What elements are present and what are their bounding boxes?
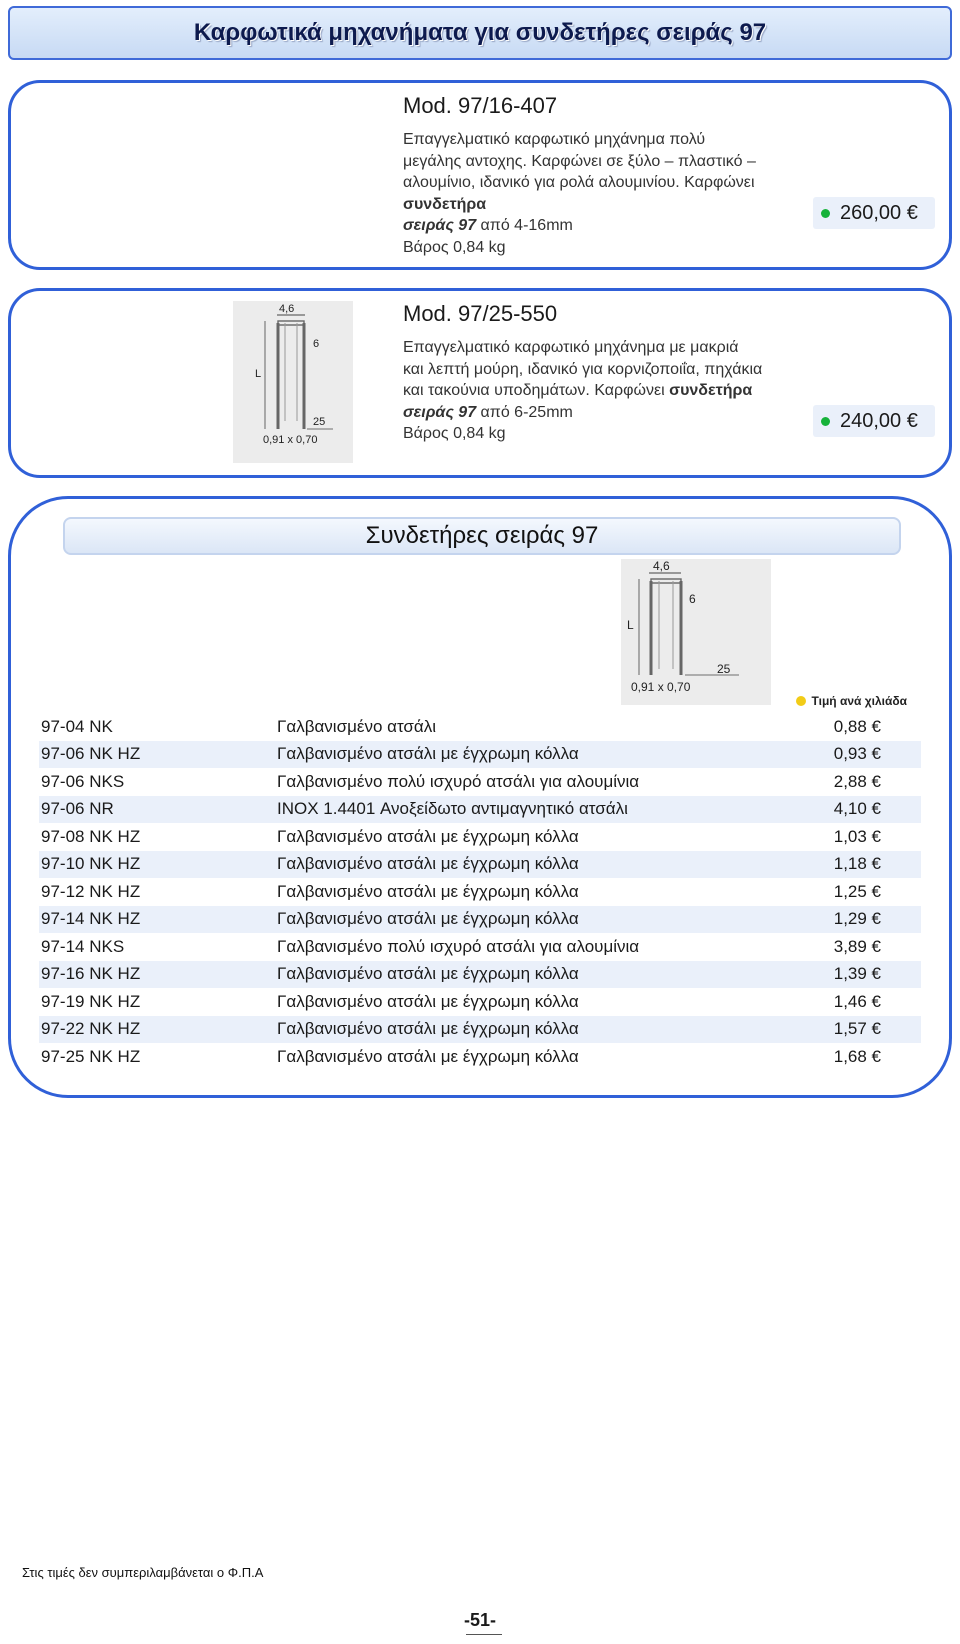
vat-note: Στις τιμές δεν συμπεριλαμβάνεται ο Φ.Π.Α xyxy=(22,1565,264,1580)
staple-description: Γαλβανισμένο ατσάλι με έγχρωμη κόλλα xyxy=(277,744,579,764)
staple-price: 1,18 € xyxy=(833,854,881,874)
table-row xyxy=(39,1016,921,1044)
table-row xyxy=(39,851,921,879)
section-title: Συνδετήρες σειράς 97 xyxy=(63,517,901,555)
page-number: -51- xyxy=(463,1610,496,1630)
staple-description: Γαλβανισμένο ατσάλι με έγχρωμη κόλλα xyxy=(277,991,579,1011)
staple-price: 1,68 € xyxy=(833,1046,881,1066)
staple-code: 97-14 NK HZ xyxy=(41,909,141,929)
staple-code: 97-06 NK HZ xyxy=(41,744,141,764)
staple-code: 97-19 NK HZ xyxy=(41,991,141,1011)
diagram-top-dim: 4,6 xyxy=(279,303,295,315)
staple-description: Γαλβανισμένο ατσάλι με έγχρωμη κόλλα xyxy=(277,854,579,874)
table-row xyxy=(39,988,921,1016)
staple-description: Γαλβανισμένο ατσάλι με έγχρωμη κόλλα xyxy=(277,909,579,929)
diagram-length-label: L xyxy=(627,618,634,632)
product-card-97-16-407 xyxy=(8,80,952,270)
staple-price: 0,93 € xyxy=(833,744,881,764)
staple-description: Γαλβανισμένο ατσάλι με έγχρωμη κόλλα xyxy=(277,1019,579,1039)
product-model: Mod. 97/25-550 xyxy=(403,301,558,326)
staple-price: 1,03 € xyxy=(833,826,881,846)
staple-price: 1,25 € xyxy=(833,881,881,901)
diagram-side-dim: 6 xyxy=(689,592,696,606)
staple-price: 1,39 € xyxy=(833,964,881,984)
staples-table xyxy=(39,713,921,1071)
staple-description: Γαλβανισμένο ατσάλι xyxy=(277,716,437,736)
staple-description: Γαλβανισμένο ατσάλι με έγχρωμη κόλλα xyxy=(277,1046,579,1066)
staple-code: 97-10 NK HZ xyxy=(41,854,141,874)
staple-code: 97-25 NK HZ xyxy=(41,1046,141,1066)
diagram-wire-dim: 0,91 x 0,70 xyxy=(263,434,318,446)
staple-code: 97-08 NK HZ xyxy=(41,826,141,846)
staple-code: 97-04 NK xyxy=(41,716,113,736)
table-row xyxy=(39,713,921,741)
page-title: Καρφωτικά μηχανήματα για συνδετήρες σειράς 97 xyxy=(193,19,767,46)
diagram-bottom-dim: 25 xyxy=(717,662,731,676)
page-banner xyxy=(8,6,952,60)
product-price: 260,00 € xyxy=(813,197,935,229)
staple-price: 1,57 € xyxy=(833,1019,881,1039)
staple-price: 4,10 € xyxy=(833,799,881,819)
staple-price: 1,29 € xyxy=(833,909,881,929)
staple-description: INOX 1.4401 Ανοξείδωτο αντιμαγνητικό ατσάλι xyxy=(277,799,628,819)
staple-code: 97-06 NKS xyxy=(41,771,125,791)
product-description: Επαγγελματικό καρφωτικό μηχάνημα με μακριά και λεπτή μούρη, ιδανικό για κορνιζοποιΐα, πηχάκια και τακούνια υποδημάτων. Καρφώνει συνδετήρα σειράς 97 από 6-25mm Βάρος 0,84 kg xyxy=(403,339,763,442)
staple-description: Γαλβανισμένο ατσάλι με έγχρωμη κόλλα xyxy=(277,826,579,846)
staple-diagram xyxy=(621,559,771,705)
price-bullet-icon xyxy=(821,417,830,426)
table-row xyxy=(39,878,921,906)
legend-dot-icon xyxy=(796,696,806,706)
staple-diagram xyxy=(233,301,353,463)
diagram-wire-dim: 0,91 x 0,70 xyxy=(631,680,691,694)
staple-description: Γαλβανισμένο ατσάλι με έγχρωμη κόλλα xyxy=(277,881,579,901)
table-row xyxy=(39,768,921,796)
price-legend: Τιμή ανά χιλιάδα xyxy=(796,694,908,708)
diagram-length-label: L xyxy=(255,368,262,380)
staple-code: 97-22 NK HZ xyxy=(41,1019,141,1039)
table-row xyxy=(39,741,921,769)
staple-price: 2,88 € xyxy=(833,771,881,791)
table-row xyxy=(39,906,921,934)
staple-price: 3,89 € xyxy=(833,936,881,956)
table-row xyxy=(39,796,921,824)
price-bullet-icon xyxy=(821,209,830,218)
table-row xyxy=(39,823,921,851)
staple-description: Γαλβανισμένο πολύ ισχυρό ατσάλι για αλουμίνια xyxy=(277,771,640,791)
staple-code: 97-16 NK HZ xyxy=(41,964,141,984)
staple-description: Γαλβανισμένο ατσάλι με έγχρωμη κόλλα xyxy=(277,964,579,984)
staple-description: Γαλβανισμένο πολύ ισχυρό ατσάλι για αλουμίνια xyxy=(277,936,640,956)
product-description: Επαγγελματικό καρφωτικό μηχάνημα πολύ μεγάλης αντοχης. Καρφώνει σε ξύλο – πλαστικό – αλουμίνιο, ιδανικό για ρολά αλουμινίου. Καρφώνει συνδετήρα σειράς 97 από 4-16mm Βάρος 0,84 kg xyxy=(403,131,756,256)
diagram-side-dim: 6 xyxy=(313,338,320,350)
product-model: Mod. 97/16-407 xyxy=(403,93,558,118)
product-weight: Βάρος 0,84 kg xyxy=(403,238,506,256)
diagram-bottom-dim: 25 xyxy=(313,416,326,428)
table-row xyxy=(39,1043,921,1071)
staple-code: 97-06 NR xyxy=(41,799,114,819)
staple-code: 97-14 NKS xyxy=(41,936,125,956)
product-price: 240,00 € xyxy=(813,405,935,437)
staple-price: 1,46 € xyxy=(833,991,881,1011)
product-weight: Βάρος 0,84 kg xyxy=(403,425,506,442)
diagram-top-dim: 4,6 xyxy=(653,559,670,573)
table-row xyxy=(39,961,921,989)
staple-code: 97-12 NK HZ xyxy=(41,881,141,901)
table-row xyxy=(39,933,921,961)
staple-price: 0,88 € xyxy=(833,716,881,736)
page-number-underline xyxy=(466,1634,502,1635)
staples-section xyxy=(8,496,952,1098)
product-card-97-25-550 xyxy=(8,288,952,478)
